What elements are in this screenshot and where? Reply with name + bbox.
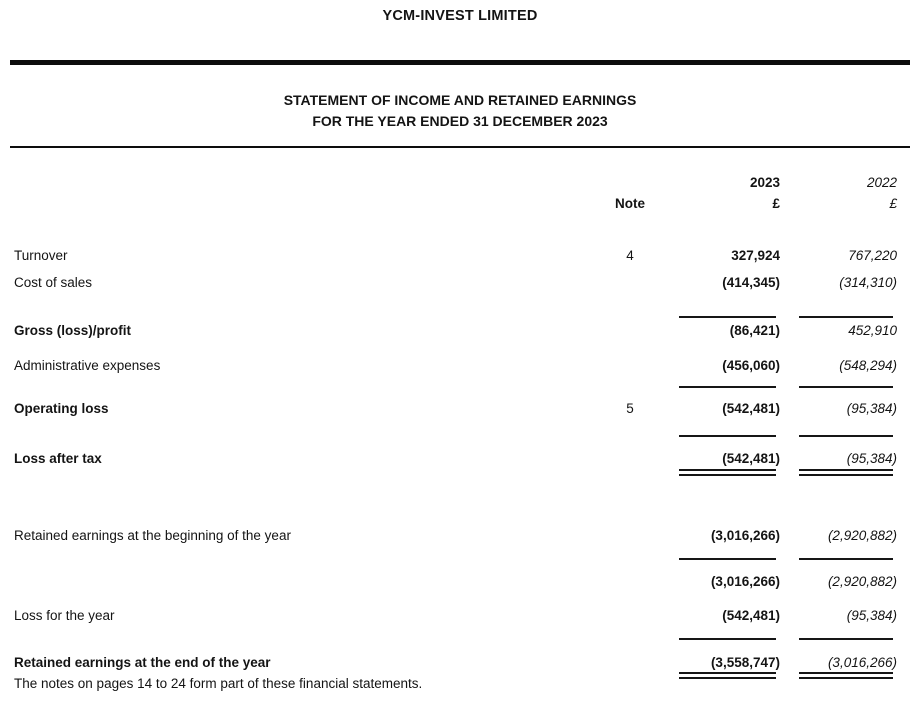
value-2022: (95,384): [846, 400, 897, 416]
rule-2023: [679, 386, 776, 388]
subtotal-rule: [10, 386, 910, 388]
value-2022: 452,910: [848, 322, 897, 338]
subtotal-rule: [10, 435, 910, 437]
value-2022: (314,310): [839, 274, 897, 290]
statement-title-block: [0, 90, 920, 132]
rule-2023: [679, 558, 776, 560]
row-gross-loss-profit: [10, 318, 910, 342]
row-turnover: [10, 243, 910, 267]
value-2023: (86,421): [729, 322, 780, 338]
rule-2023: [679, 638, 776, 640]
total-double-rule: [10, 469, 910, 476]
col-header-2023: 2023: [749, 174, 780, 190]
rule-2022: [799, 638, 893, 640]
row-label: Loss for the year: [14, 607, 115, 623]
value-2023: (542,481): [722, 400, 780, 416]
statement-title: STATEMENT OF INCOME AND RETAINED EARNINGS: [283, 92, 637, 108]
value-2023: (3,016,266): [710, 573, 780, 589]
double-rule-2022: [799, 672, 893, 679]
row-retained-earnings-beginning: [10, 523, 910, 547]
currency-symbol-2023: £: [772, 195, 780, 211]
row-label: Administrative expenses: [14, 357, 161, 373]
note-ref: 4: [626, 247, 634, 263]
col-header-note: Note: [615, 195, 645, 211]
row-label: Retained earnings at the end of the year: [14, 654, 271, 670]
value-2023: 327,924: [731, 247, 780, 263]
note-ref: 5: [626, 400, 634, 416]
statement-period: FOR THE YEAR ENDED 31 DECEMBER 2023: [312, 113, 608, 129]
subtotal-rule: [10, 558, 910, 560]
col-header-2022: 2022: [866, 174, 897, 190]
value-2023: (414,345): [722, 274, 780, 290]
value-2023: (542,481): [722, 450, 780, 466]
row-retained-earnings-end: [10, 650, 910, 674]
subtotal-rule: [10, 638, 910, 640]
value-2022: (2,920,882): [827, 527, 897, 543]
row-label: Turnover: [14, 247, 68, 263]
footnote: The notes on pages 14 to 24 form part of these financial statements.: [14, 676, 423, 691]
currency-symbol-2022: £: [889, 195, 897, 211]
row-retained-earnings-subtotal: [10, 569, 910, 593]
row-label: Retained earnings at the beginning of the year: [14, 527, 291, 543]
company-name: YCM-INVEST LIMITED: [382, 8, 538, 24]
divider-thin: [10, 146, 910, 148]
rule-2022: [799, 435, 893, 437]
value-2022: (548,294): [839, 357, 897, 373]
row-loss-after-tax: [10, 446, 910, 470]
value-2022: (2,920,882): [827, 573, 897, 589]
row-label: Loss after tax: [14, 450, 102, 466]
row-label: Operating loss: [14, 400, 109, 416]
row-cost-of-sales: [10, 270, 910, 294]
value-2022: (95,384): [846, 450, 897, 466]
rule-2023: [679, 435, 776, 437]
value-2023: (456,060): [722, 357, 780, 373]
double-rule-2022: [799, 469, 893, 476]
value-2023: (3,558,747): [710, 654, 780, 670]
value-2023: (542,481): [722, 607, 780, 623]
double-rule-2023: [679, 672, 776, 679]
row-label: Gross (loss)/profit: [14, 322, 132, 338]
value-2023: (3,016,266): [710, 527, 780, 543]
divider-thick: [10, 60, 910, 65]
row-label: Cost of sales: [14, 274, 93, 290]
rule-2022: [799, 558, 893, 560]
double-rule-2023: [679, 469, 776, 476]
column-header-note-currency: [10, 191, 910, 215]
value-2022: (95,384): [846, 607, 897, 623]
value-2022: (3,016,266): [827, 654, 897, 670]
rule-2022: [799, 386, 893, 388]
row-operating-loss: [10, 396, 910, 420]
value-2022: 767,220: [848, 247, 897, 263]
row-loss-for-the-year: [10, 603, 910, 627]
row-administrative-expenses: [10, 353, 910, 377]
